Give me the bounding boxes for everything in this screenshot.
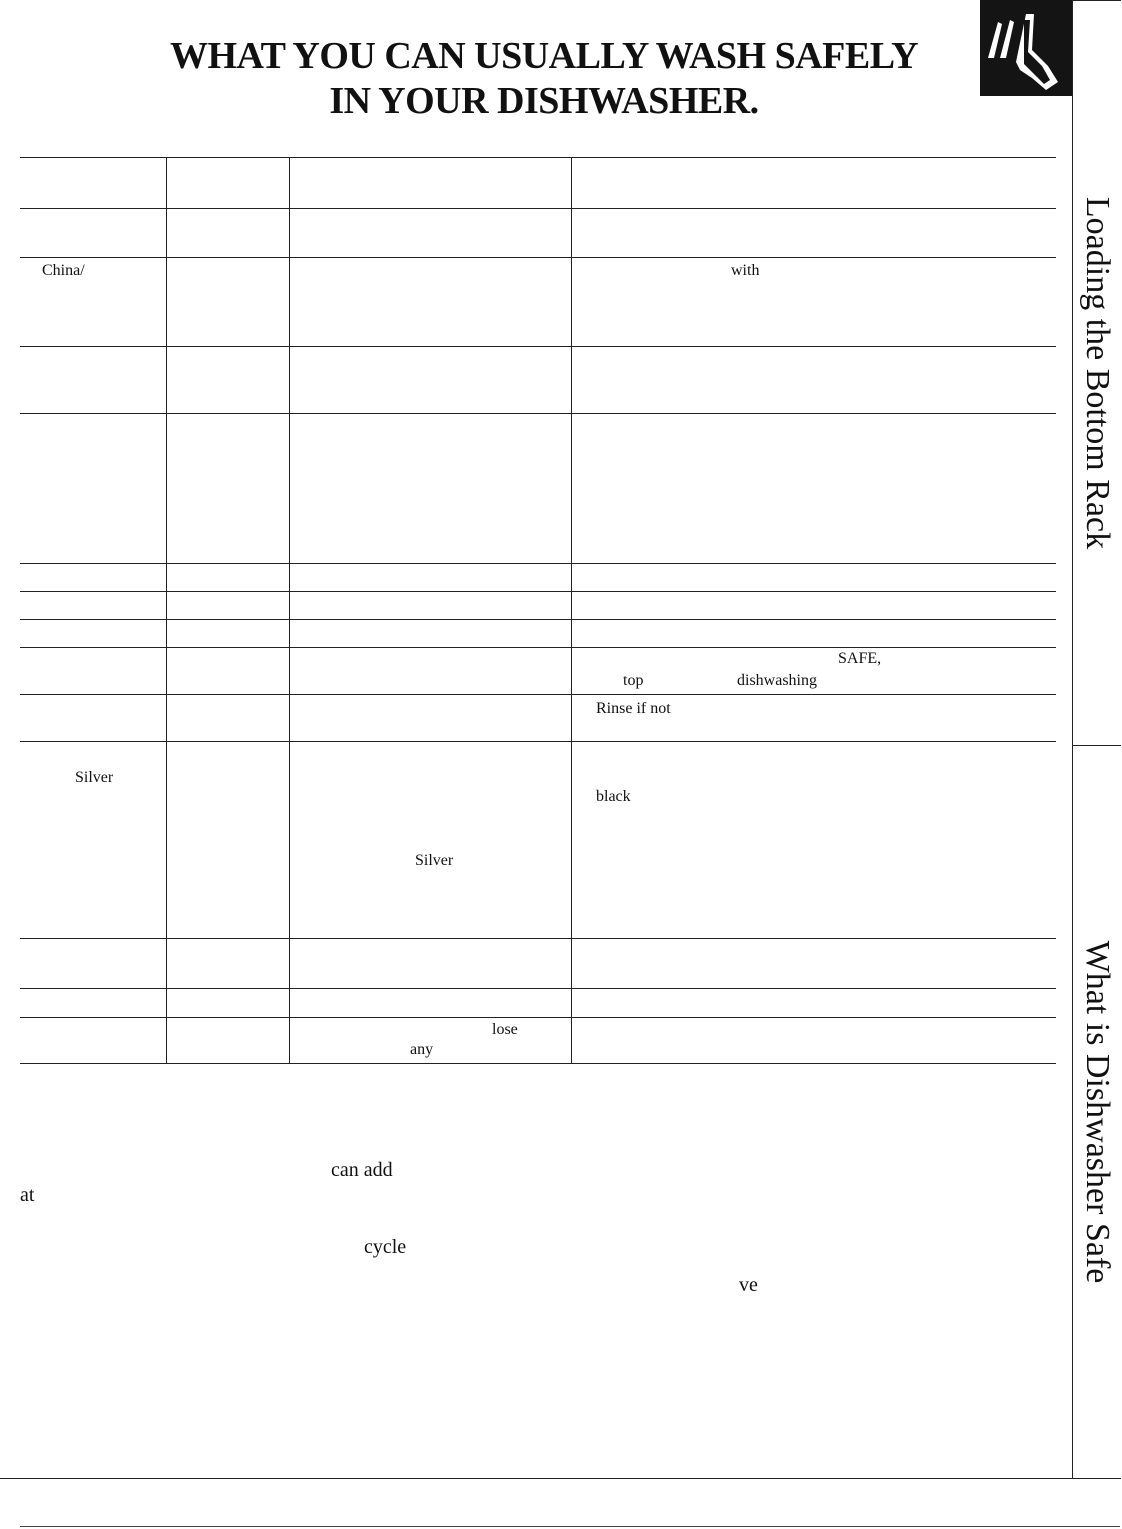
- note-ve: ve: [739, 1274, 758, 1296]
- tab-label-loading-bottom-rack: Loading the Bottom Rack: [1079, 196, 1116, 550]
- cell-silver-col1: Silver: [75, 769, 114, 786]
- table-rule: [20, 346, 1056, 347]
- column-divider: [289, 157, 290, 1063]
- table-rule: [20, 563, 1056, 564]
- cell-black: black: [596, 788, 631, 805]
- note-at: at: [20, 1184, 35, 1206]
- page-title: [20, 34, 1068, 124]
- cell-dishwashing: dishwashing: [737, 672, 817, 689]
- page-title-line-2: IN YOUR DISHWASHER.: [329, 80, 759, 122]
- cell-rinse: Rinse if not: [596, 700, 671, 717]
- logo: [980, 0, 1072, 96]
- table-rule: [20, 694, 1056, 695]
- table-rule: [20, 619, 1056, 620]
- table-rule: [20, 1063, 1056, 1064]
- cell-with: with: [731, 262, 760, 279]
- table-rule: [20, 1017, 1056, 1018]
- table-rule: [20, 208, 1056, 209]
- cell-lose: lose: [492, 1021, 518, 1038]
- page-bottom-rule: [0, 1478, 1072, 1479]
- cell-china: China/: [42, 262, 85, 279]
- cell-top: top: [623, 672, 644, 689]
- table-rule: [20, 741, 1056, 742]
- cell-safe: SAFE,: [838, 650, 882, 667]
- cell-silver-col3: Silver: [415, 852, 454, 869]
- page-title-line-1: WHAT YOU CAN USUALLY WASH SAFELY: [169, 35, 919, 77]
- table-rule: [20, 647, 1056, 648]
- column-divider: [571, 157, 572, 1063]
- table-rule: [20, 157, 1056, 158]
- table-rule: [20, 257, 1056, 258]
- table-rule: [20, 413, 1056, 414]
- table-rule: [20, 591, 1056, 592]
- cell-any: any: [410, 1041, 434, 1058]
- table-rule: [20, 938, 1056, 939]
- footer-rule: [20, 1526, 1120, 1527]
- note-cycle: cycle: [364, 1236, 407, 1258]
- tab-loading-bottom-rack[interactable]: [1072, 0, 1121, 746]
- tab-what-is-dishwasher-safe[interactable]: [1072, 746, 1121, 1479]
- column-divider: [166, 157, 167, 1063]
- table-rule: [20, 988, 1056, 989]
- note-can-add: can add: [331, 1159, 393, 1181]
- tab-label-what-is-dishwasher-safe: What is Dishwasher Safe: [1079, 940, 1116, 1284]
- hand-pointing-icon: [980, 0, 1072, 96]
